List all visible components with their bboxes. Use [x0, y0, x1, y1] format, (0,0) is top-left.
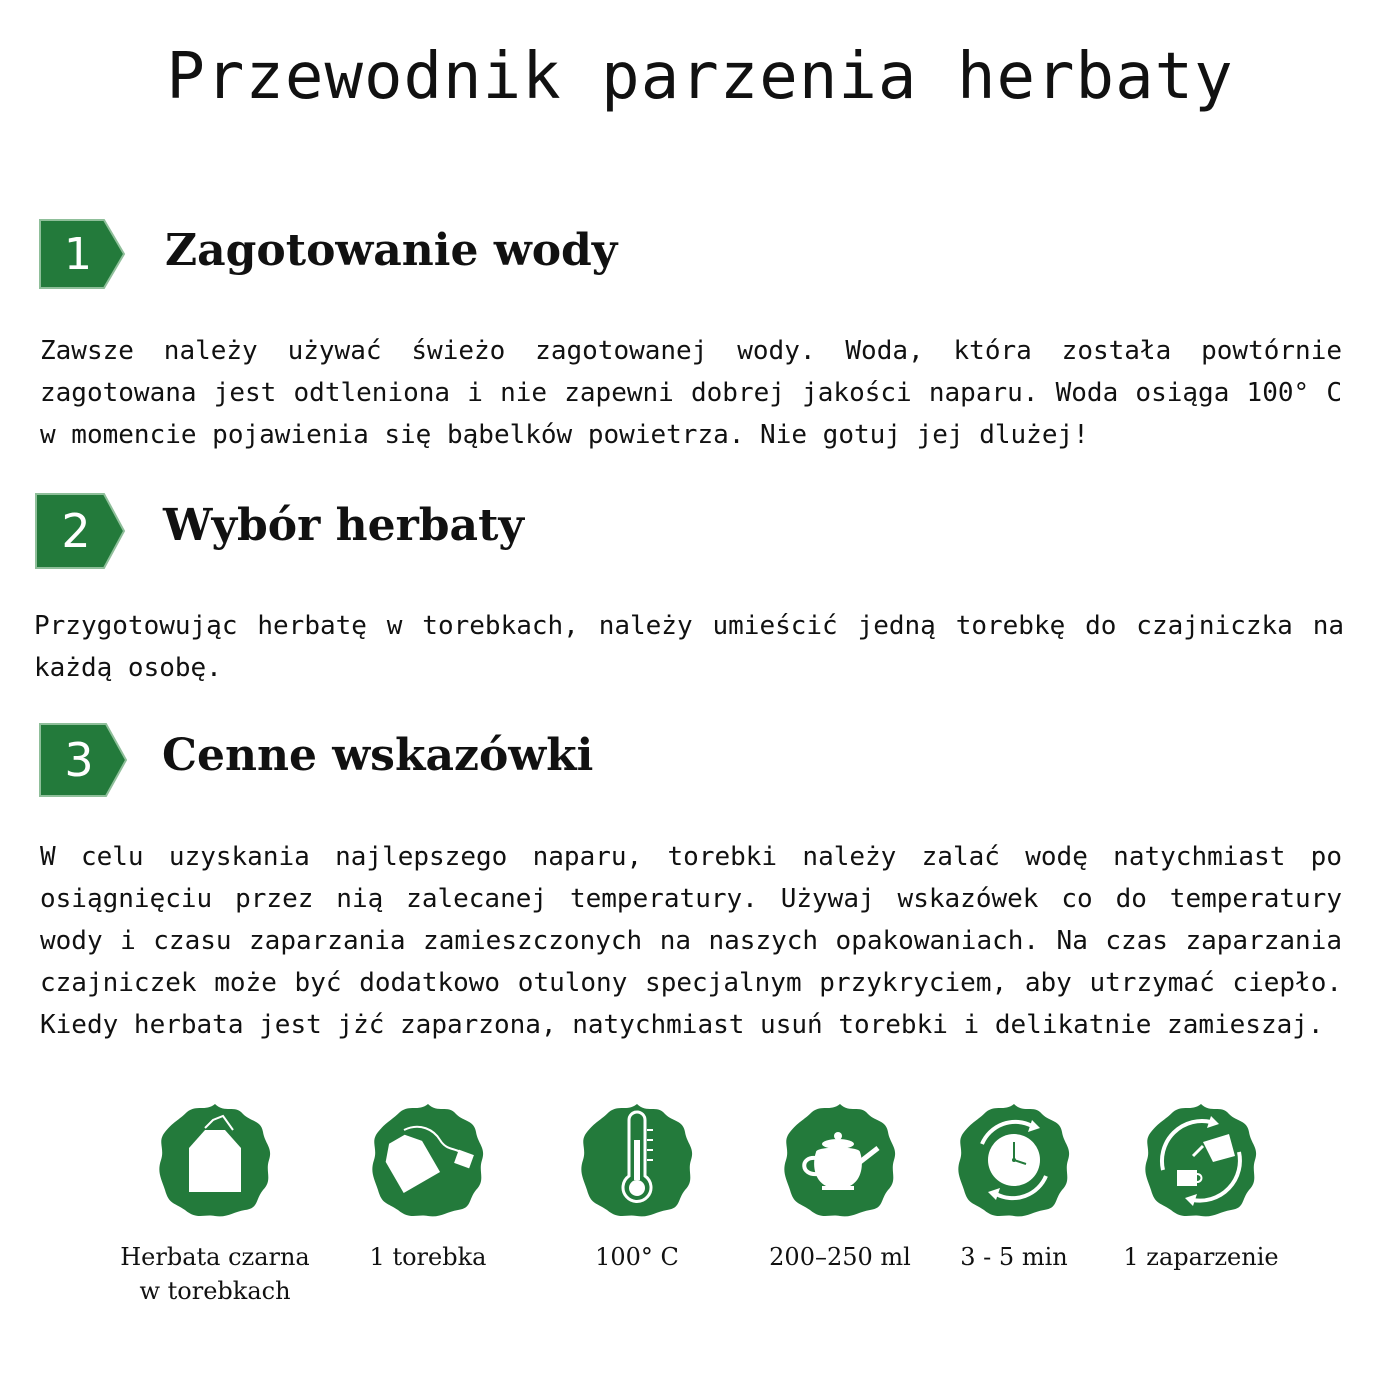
clock-icon — [954, 1100, 1074, 1220]
step-3-number: 3 — [64, 733, 94, 787]
thermometer-icon — [577, 1100, 697, 1220]
pouring-kettle-icon — [1141, 1100, 1261, 1220]
step-2-number: 2 — [61, 504, 91, 558]
step-1-heading: Zagotowanie wody — [165, 225, 618, 276]
step-2-heading: Wybór herbaty — [163, 500, 524, 551]
step-3-heading: Cenne wskazówki — [162, 730, 594, 781]
teapot-icon — [780, 1100, 900, 1220]
step-1-badge — [38, 218, 128, 290]
icon-item-volume — [740, 1100, 940, 1274]
step-1-text: Zawsze należy używać świeżo zagotowanej wody. Woda, która została powtórnie zagotowana jest odtleniona i nie zapewni dobrej jakości naparu. Woda osiąga 100° C w momencie pojawienia się bąbelków powietrza. Nie gotuj jej dlużej! — [40, 336, 1342, 450]
icon-item-infusions — [1101, 1100, 1301, 1274]
time-label: 3 - 5 min — [960, 1243, 1068, 1271]
infusions-label: 1 zaparzenie — [1123, 1243, 1279, 1271]
icon-item-temperature — [537, 1100, 737, 1274]
icon-item-time — [914, 1100, 1114, 1274]
bag-count-label: 1 torebka — [369, 1243, 487, 1271]
tea-bag-icon — [155, 1100, 275, 1220]
temperature-label: 100° C — [595, 1243, 679, 1271]
volume-label: 200–250 ml — [769, 1243, 911, 1271]
step-1-number: 1 — [64, 229, 92, 280]
page-title: Przewodnik parzenia herbaty — [166, 40, 1234, 114]
step-3-text: W celu uzyskania najlepszego naparu, torebki należy zalać wodę natychmiast po osiągnięciu przez nią zalecanej temperatury. Używaj wskazówek co do temperatury wody i czasu zaparzania zamieszczonych na naszych opakowaniach. Na czas zaparzania czajniczek może być dodatkowo otulony specjalnym przykryciem, aby utrzymać ciepło. Kiedy herbata jest jżć zaparzona, natychmiast usuń torebki i delikatnie zamieszaj. — [40, 842, 1342, 1040]
tea-type-label-line1: Herbata czarna — [120, 1243, 310, 1271]
step-3-badge — [38, 722, 130, 798]
brewing-icons-row — [0, 1100, 1400, 1320]
step-2-badge — [34, 492, 128, 570]
tea-type-label-line2: w torebkach — [139, 1277, 291, 1305]
icon-item-bag-count — [328, 1100, 528, 1274]
step-2-text: Przygotowując herbatę w torebkach, należy umieścić jedną torebkę do czajniczka na każdą osobę. — [34, 611, 1344, 683]
icon-item-tea-type — [115, 1100, 315, 1308]
tea-bag-tilted-icon — [368, 1100, 488, 1220]
